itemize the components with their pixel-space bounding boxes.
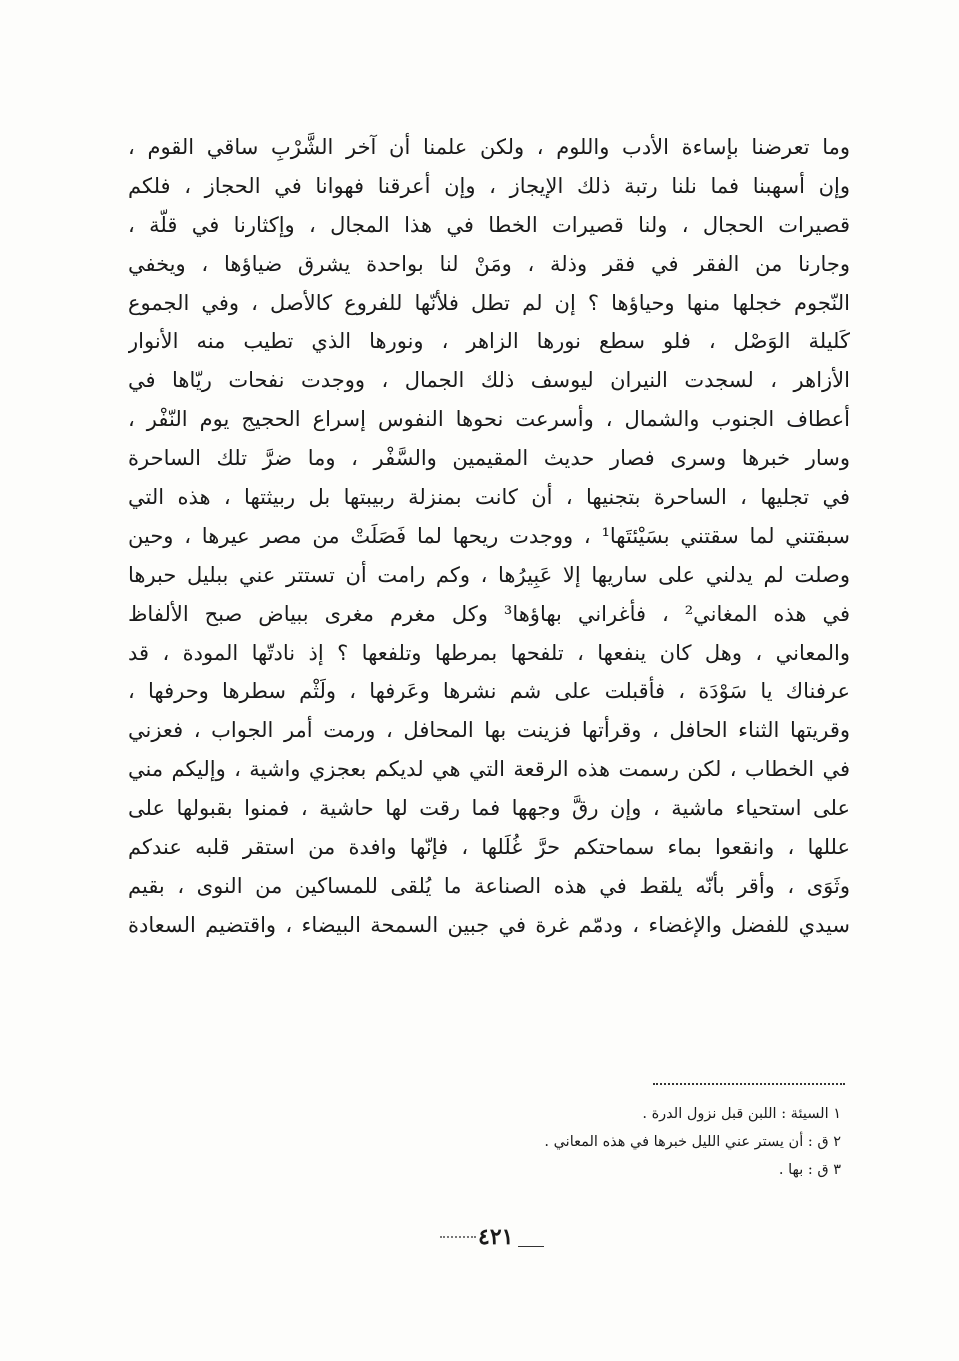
text-line: في تجليها ، الساحرة بتجنيها ، أن كانت بمنزلة ربيبتها بل ربيثتها ، هذه التي (128, 485, 850, 510)
text-line: عللها ، وانقعوا بماء سماحتكم حرَّ غُلَلها ، فإنّها وافدة من استقر قلبه عندكم (128, 835, 850, 860)
footnote: ١ السيئة : اللبن قبل نزول الدرة . (642, 1106, 841, 1122)
text-line: وما تعرضنا بإساءة الأدب واللوم ، ولكن علمنا أن آخر الشَّرْبِ ساقي القوم ، (128, 135, 850, 159)
text-line: وسار خبرها وسرى فصار حديث المقيمين والسَّفْر ، وما ضرَّ تلك الساحرة (128, 446, 850, 471)
text-line: على استحياء ماشية ، وإن رقَّ وجهها فما رقت لها حاشية ، فمنوا بقبولها على (128, 796, 850, 821)
text-line: في الخطاب ، لكن رسمت هذه الرقعة التي هي لديكم بعجزي واشية ، وإليكم مني (128, 757, 850, 782)
footnotes-block (481, 1100, 841, 1184)
text-line: وقريتها الثناء الحافل ، وقرأتها فزينت بها المحافل ، ورمت أمر الجواب ، فعزني (128, 718, 850, 743)
text-line: وجارنا من الفقر في فقر وذلة ، ومَنْ لنا بواحدة يشرق ضياؤها ، ويخفي (128, 251, 850, 276)
text-line: النّجوم خجلها منها وحياؤها ؟ إن لم تطل فلأنّها للفروع كالأصل ، وفي الجموع (128, 290, 850, 315)
main-text-block (128, 128, 850, 945)
text-line: والمعاني ، وهل كان ينفعها ، تلفحها بمرطها وتلفعها ؟ إذ نادتّها المودة ، قد (128, 640, 850, 665)
footnote: ٣ ق : بها . (778, 1162, 841, 1178)
text-line: كَليلة الوَصْل ، فلو سطع نورها الزاهر ، ونورها الذي تطيب منه الأنوار (128, 329, 850, 354)
text-line: في هذه المغاني² ، فأغراني بهاؤها³ وكل مغرم مغرى ببياض صبح الألفاظ (128, 601, 850, 626)
text-line: أعطاف الجنوب والشمال ، وأسرعت نحوها النفوس إسراع الحجيج يوم النّفْر ، (128, 407, 850, 432)
footnote: ٢ ق : أن يستر عني الليل خبرها في هذه المعاني . (544, 1134, 841, 1150)
page-number: ٤٢١ (478, 1224, 514, 1250)
text-line: عرفناك يا سَوْدَة ، فأقبلت على شم نشرها وعَرفها ، ولَثْم سطرها وحرفها ، (128, 679, 850, 704)
footnote-separator (653, 1083, 845, 1085)
text-line: وثَوَى ، وأقر بأنّه يلقط في هذه الصناعة ما يُلقى للمساكين من النوى ، بقيم (128, 873, 850, 898)
text-line: الأزاهر ، لسجدت النيران ليوسف ذلك الجمال ، ووجدت نفحات ريّاها في (128, 368, 850, 393)
text-line: سيدي للفضل والإغضاء ، ودمّم غرة في جبين السمحة البيضاء ، واقتضيم السعادة (128, 912, 850, 937)
page-number-underline (518, 1246, 544, 1247)
text-line: وإن أسهبنا فما نلنا رتبة ذلك الإيجاز ، وإن أعرقنا فهوانا في الحجاز ، فلكم (128, 173, 850, 198)
page-number-dots (440, 1236, 476, 1238)
text-line: وصلت لم يدلني على ساريها إلا عَبِيرُها ، وكم رامت أن تستتر عني ببليل حبرها (128, 562, 850, 587)
text-line: سبقتني لما سقتني بسَيْئتَها¹ ، ووجدت ريحها لما فَصَلَتْ من مصر عيرها ، وحين (128, 523, 850, 548)
text-line: قصيرات الحجال ، ولنا قصيرات الخطا في هذا المجال ، وإكثارنا في قلّة ، (128, 212, 850, 237)
